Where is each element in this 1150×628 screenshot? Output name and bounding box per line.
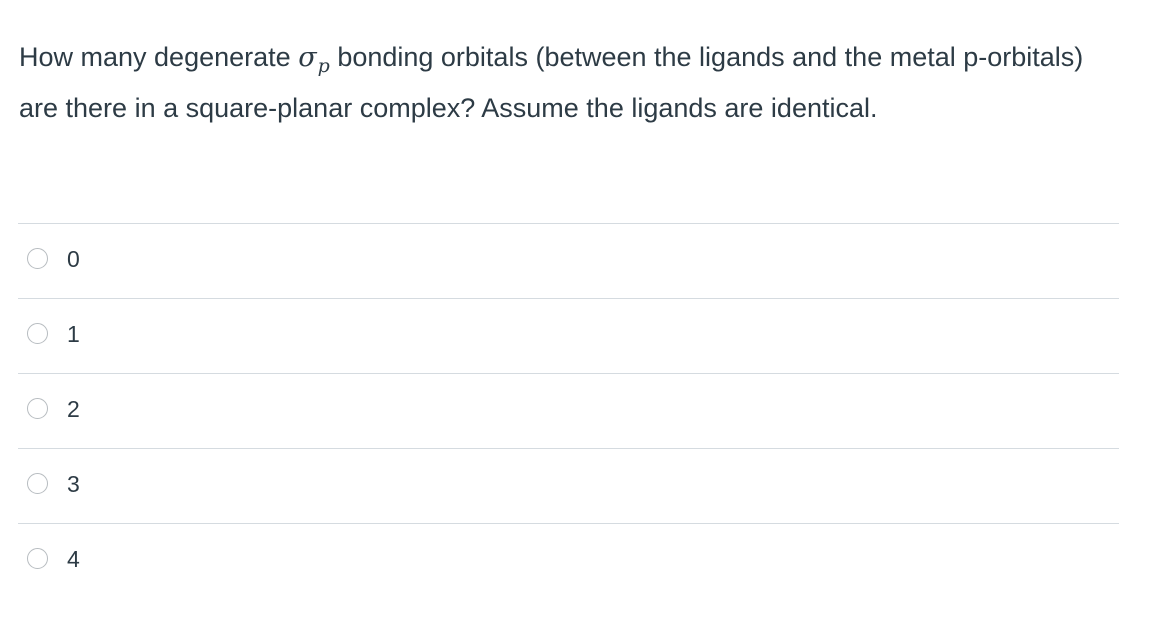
answer-label[interactable]: 1 bbox=[67, 321, 80, 347]
sigma-symbol: σ bbox=[298, 42, 317, 73]
answer-option-2[interactable] bbox=[18, 373, 1119, 448]
answer-label[interactable]: 4 bbox=[67, 546, 80, 572]
sigma-subscript: p bbox=[317, 55, 330, 77]
question-suffix: bonding orbitals (between the ligands and the metal p-orbitals) are there in a square-planar complex? Assume the ligands are identical. bbox=[19, 42, 1084, 123]
radio-button[interactable] bbox=[27, 548, 48, 569]
radio-button[interactable] bbox=[27, 323, 48, 344]
answer-list bbox=[18, 223, 1119, 598]
answer-label[interactable]: 3 bbox=[67, 471, 80, 497]
answer-option-3[interactable] bbox=[18, 448, 1119, 523]
answer-option-0[interactable] bbox=[18, 223, 1119, 298]
radio-button[interactable] bbox=[27, 398, 48, 419]
question-prefix: How many degenerate bbox=[19, 42, 291, 72]
answer-label[interactable]: 2 bbox=[67, 396, 80, 422]
answer-option-1[interactable] bbox=[18, 298, 1119, 373]
answer-option-4[interactable] bbox=[18, 523, 1119, 598]
radio-button[interactable] bbox=[27, 248, 48, 269]
radio-button[interactable] bbox=[27, 473, 48, 494]
answer-label[interactable]: 0 bbox=[67, 246, 80, 272]
question-text bbox=[19, 34, 1129, 132]
